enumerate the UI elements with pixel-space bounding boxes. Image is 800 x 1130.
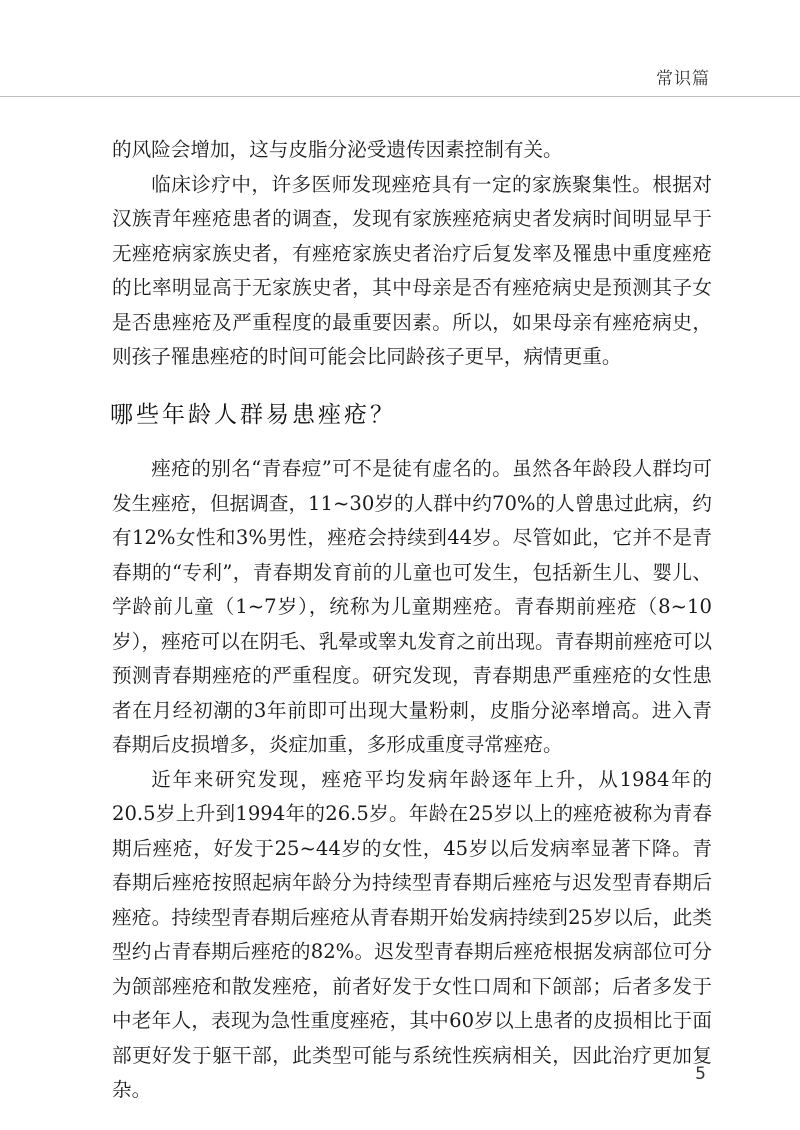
paragraph: 临床诊疗中，许多医师发现痤疮具有一定的家族聚集性。根据对汉族青年痤疮患者的调查，发现有家族痤疮病史者发病时间明显早于无痤疮病家族史者，有痤疮家族史者治疗后复发率及罹患中重度痤疮的比率明显高于无家族史者，其中母亲是否有痤疮病史是预测其子女是否患痤疮及严重程度的最重要因素。所以，如果母亲有痤疮病史，则孩子罹患痤疮的时间可能会比同龄孩子更早，病情更重。 [112, 172, 712, 368]
header-divider [0, 96, 800, 97]
page-number: 5 [695, 1064, 706, 1084]
section-heading: 哪些年龄人群易患痤疮？ [110, 402, 396, 428]
paragraph-continued: 的风险会增加，这与皮脂分泌受遗传因素控制有关。 [112, 138, 563, 161]
body-text-top [112, 133, 712, 375]
paragraph: 痤疮的别名“青春痘”可不是徒有虚名的。虽然各年龄段人群均可发生痤疮，但据调查，11~30岁的人群中约70%的人曾患过此病，约有12%女性和3%男性，痤疮会持续到44岁。尽管如此，它并不是青春期的“专利”，青春期发育前的儿童也可发生，包括新生儿、婴儿、学龄前儿童（1~7岁），统称为儿童期痤疮。青春期前痤疮（8~10岁），痤疮可以在阴毛、乳晕或睾丸发育之前出现。青春期前痤疮可以预测青春期痤疮的严重程度。研究发现，青春期患严重痤疮的女性患者在月经初潮的3年前即可出现大量粉刺，皮脂分泌率增高。进入青春期后皮损增多，炎症加重，多形成重度寻常痤疮。 [112, 457, 712, 756]
paragraph: 近年来研究发现，痤疮平均发病年龄逐年上升，从1984年的20.5岁上升到1994年的26.5岁。年龄在25岁以上的痤疮被称为青春期后痤疮，好发于25~44岁的女性，45岁以后发病率显著下降。青春期后痤疮按照起病年龄分为持续型青春期后痤疮与迟发型青春期后痤疮。持续型青春期后痤疮从青春期开始发病持续到25岁以后，此类型约占青春期后痤疮的82%。迟发型青春期后痤疮根据发病部位可分为颌部痤疮和散发痤疮，前者好发于女性口周和下颌部；后者多发于中老年人，表现为急性重度痤疮，其中60岁以上患者的皮损相比于面部更好发于躯干部，此类型可能与系统性疾病相关，因此治疗更加复杂。 [112, 767, 712, 1101]
body-text-section [112, 452, 712, 1108]
running-header: 常识篇 [656, 69, 710, 89]
